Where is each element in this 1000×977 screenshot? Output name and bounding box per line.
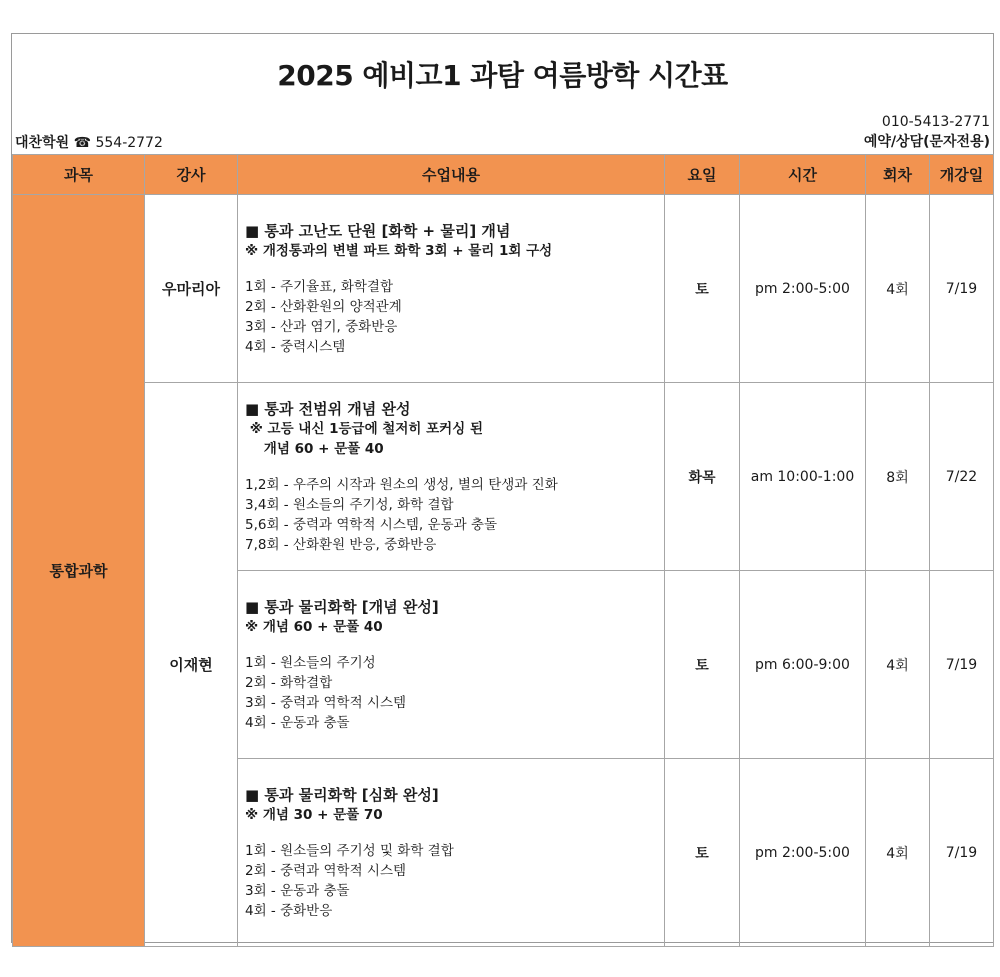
content-cell <box>238 759 665 947</box>
header-sessions: 회차 <box>866 155 930 195</box>
time-cell: pm 6:00-9:00 <box>740 571 866 759</box>
course-title: ■ 통과 전범위 개념 완성 <box>245 399 411 418</box>
subject-cell: 통합과학 <box>13 195 145 947</box>
page-title: 2025 예비고1 과탐 여름방학 시간표 <box>277 59 728 92</box>
day-cell: 화목 <box>665 383 740 571</box>
academy-name: 대찬학원 <box>15 135 70 151</box>
phone-icon: ☎ <box>73 135 92 151</box>
session-line: 3회 - 운동과 충돌 <box>245 882 350 899</box>
time-cell: pm 2:00-5:00 <box>740 759 866 947</box>
teacher-cell: 이재현 <box>145 383 238 947</box>
session-line: 3회 - 중력과 역학적 시스템 <box>245 694 407 711</box>
session-line: 1,2회 - 우주의 시작과 원소의 생성, 별의 탄생과 진화 <box>245 476 558 493</box>
header-content: 수업내용 <box>238 155 665 195</box>
course-title: ■ 통과 고난도 단원 [화학 + 물리] 개념 <box>245 221 511 240</box>
timetable-sheet <box>11 33 994 943</box>
header-time: 시간 <box>740 155 866 195</box>
academy-info <box>15 132 163 152</box>
sessions-cell: 4회 <box>866 195 930 383</box>
contact-info <box>864 112 990 152</box>
start-date-cell: 7/19 <box>930 571 994 759</box>
session-line: 2회 - 중력과 역학적 시스템 <box>245 862 407 879</box>
content-cell <box>238 195 665 383</box>
course-note: ※ 개념 30 + 문풀 70 <box>245 806 383 823</box>
session-line: 4회 - 중화반응 <box>245 902 333 919</box>
session-line: 4회 - 운동과 충돌 <box>245 714 350 731</box>
day-cell: 토 <box>665 759 740 947</box>
session-line: 1회 - 원소들의 주기성 <box>245 654 376 671</box>
course-note: ※ 개정통과의 변별 파트 화학 3회 + 물리 1회 구성 <box>245 242 553 259</box>
contact-note: 예약/상담(문자전용) <box>863 134 990 150</box>
content-cell <box>238 571 665 759</box>
sessions-cell: 8회 <box>866 383 930 571</box>
start-date-cell: 7/19 <box>930 759 994 947</box>
start-date-cell: 7/22 <box>930 383 994 571</box>
session-line: 2회 - 산화환원의 양적관계 <box>245 298 402 315</box>
time-cell: am 10:00-1:00 <box>740 383 866 571</box>
course-title: ■ 통과 물리화학 [개념 완성] <box>245 597 439 616</box>
session-line: 7,8회 - 산화환원 반응, 중화반응 <box>245 536 437 553</box>
contact-phone: 010-5413-2771 <box>881 114 990 130</box>
header-subject: 과목 <box>13 155 145 195</box>
sessions-cell: 4회 <box>866 759 930 947</box>
table-row <box>13 195 994 383</box>
academy-phone: 554-2772 <box>95 135 163 151</box>
course-title: ■ 통과 물리화학 [심화 완성] <box>245 785 439 804</box>
table-header-row <box>13 155 994 195</box>
session-line: 1회 - 원소들의 주기성 및 화학 결합 <box>245 842 454 859</box>
time-cell: pm 2:00-5:00 <box>740 195 866 383</box>
course-note: ※ 고등 내신 1등급에 철저히 포커싱 된 개념 60 + 문풀 40 <box>249 420 483 457</box>
teacher-cell: 우마리아 <box>145 195 238 383</box>
session-line: 5,6회 - 중력과 역학적 시스템, 운동과 충돌 <box>245 516 497 533</box>
day-cell: 토 <box>665 571 740 759</box>
schedule-table <box>12 154 994 947</box>
header-day: 요일 <box>665 155 740 195</box>
header-teacher: 강사 <box>145 155 238 195</box>
day-cell: 토 <box>665 195 740 383</box>
sessions-cell: 4회 <box>866 571 930 759</box>
course-note: ※ 개념 60 + 문풀 40 <box>245 618 383 635</box>
table-row <box>13 383 994 571</box>
content-cell <box>238 383 665 571</box>
session-line: 4회 - 중력시스템 <box>245 338 346 355</box>
session-line: 1회 - 주기율표, 화학결합 <box>245 278 393 295</box>
session-line: 3회 - 산과 염기, 중화반응 <box>245 318 398 335</box>
header-start-date: 개강일 <box>930 155 994 195</box>
session-line: 2회 - 화학결합 <box>245 674 333 691</box>
session-line: 3,4회 - 원소들의 주기성, 화학 결합 <box>245 496 454 513</box>
start-date-cell: 7/19 <box>930 195 994 383</box>
